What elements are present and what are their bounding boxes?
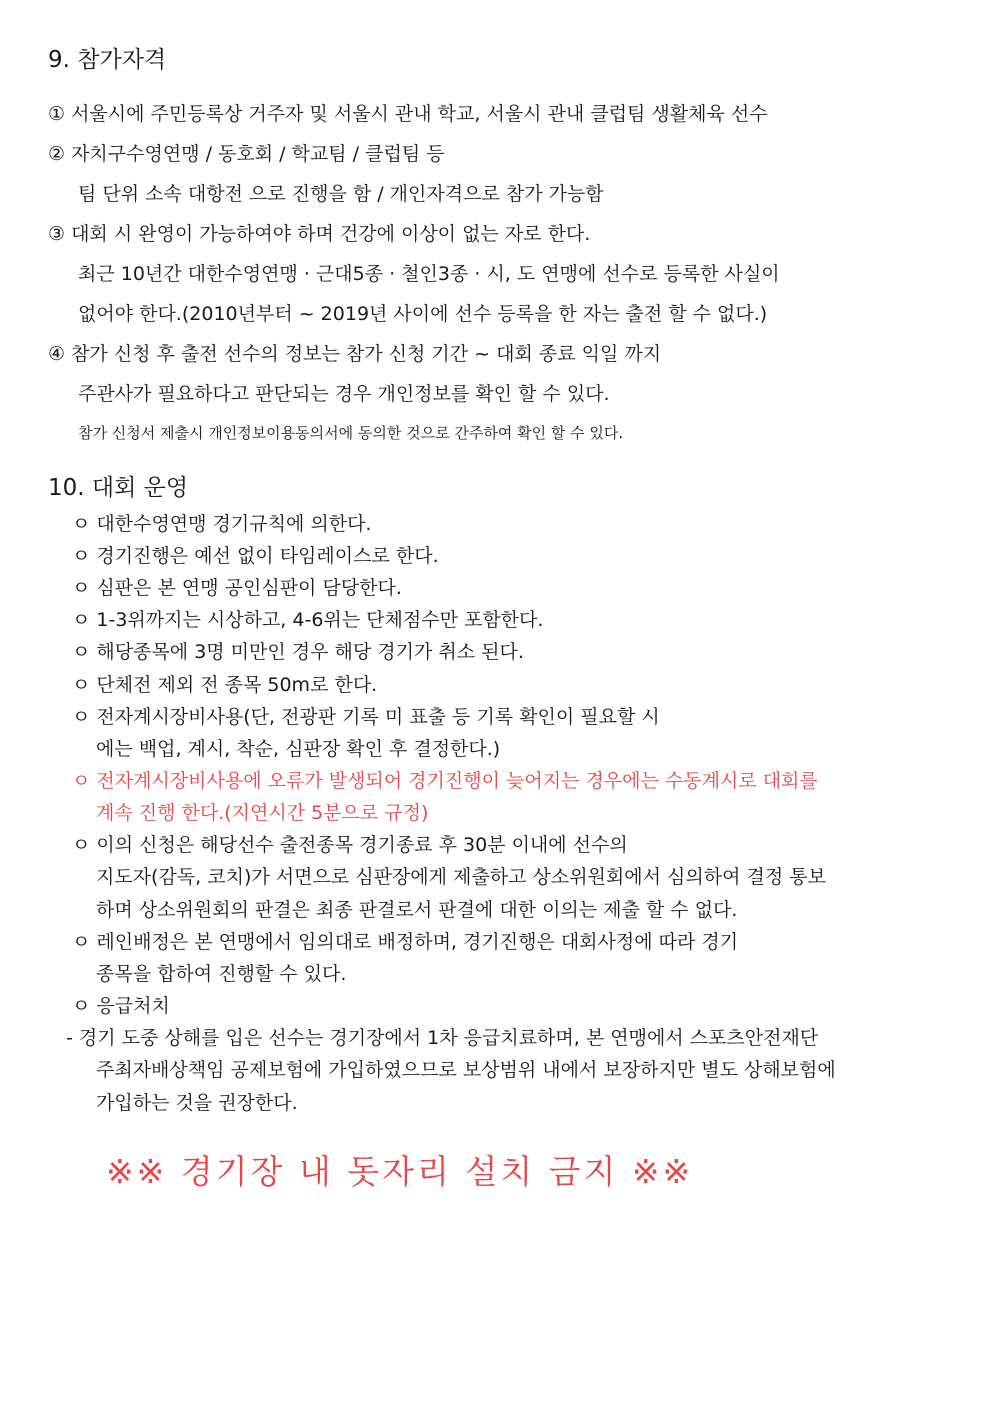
notice-banner: ※※ 경기장 내 돗자리 설치 금지 ※※: [106, 1152, 694, 1191]
section-10-item: ㅇ 경기진행은 예선 없이 타임레이스로 한다.: [72, 545, 439, 567]
section-10-item: ㅇ 레인배정은 본 연맹에서 임의대로 배정하며, 경기진행은 대회사정에 따라 경기: [72, 931, 739, 953]
section-10-item: ㅇ 응급처치: [72, 995, 170, 1017]
section-9-item-1: ① 서울시에 주민등록상 거주자 및 서울시 관내 학교, 서울시 관내 클럽팀 생활체육 선수: [48, 103, 768, 125]
section-10-item-continuation: 하며 상소위원회의 판결은 최종 판결로서 판결에 대한 이의는 제출 할 수 없다.: [96, 899, 738, 921]
section-9-item-3-detail-1: 최근 10년간 대한수영연맹 · 근대5종 · 철인3종 · 시, 도 연맹에 선수로 등록한 사실이: [78, 263, 780, 285]
section-9-item-2: ② 자치구수영연맹 / 동호회 / 학교팀 / 클럽팀 등: [48, 143, 445, 165]
section-10-item: ㅇ 1-3위까지는 시상하고, 4-6위는 단체점수만 포함한다.: [72, 609, 544, 631]
section-9-item-3: ③ 대회 시 완영이 가능하여야 하며 건강에 이상이 없는 자로 한다.: [48, 223, 591, 245]
section-10-item: ㅇ 전자계시장비사용(단, 전광판 기록 미 표출 등 기록 확인이 필요할 시: [72, 706, 660, 728]
section-10-subitem-continuation: 주최자배상책임 공제보험에 가입하였으므로 보상범위 내에서 보장하지만 별도 상해보험에: [96, 1059, 836, 1081]
section-9-title: 9. 참가자격: [48, 47, 167, 73]
section-10-item: ㅇ 해당종목에 3명 미만인 경우 해당 경기가 취소 된다.: [72, 641, 524, 663]
section-10-subitem: - 경기 도중 상해를 입은 선수는 경기장에서 1차 응급치료하며, 본 연맹에서 스포츠안전재단: [66, 1027, 819, 1049]
section-9-item-4: ④ 참가 신청 후 출전 선수의 정보는 참가 신청 기간 ~ 대회 종료 익일 까지: [48, 343, 662, 365]
section-10-subitem-continuation: 가입하는 것을 권장한다.: [96, 1092, 298, 1114]
section-10-item: ㅇ 심판은 본 연맹 공인심판이 담당한다.: [72, 577, 402, 599]
section-9-item-2-detail: 팀 단위 소속 대항전 으로 진행을 함 / 개인자격으로 참가 가능함: [78, 183, 604, 205]
section-10-item-continuation: 지도자(감독, 코치)가 서면으로 심판장에게 제출하고 상소위원회에서 심의하여 결정 통보: [96, 866, 826, 888]
section-10-item-highlight: ㅇ 전자계시장비사용에 오류가 발생되어 경기진행이 늦어지는 경우에는 수동계시로 대회를: [72, 770, 818, 792]
section-9-item-4-detail: 주관사가 필요하다고 판단되는 경우 개인정보를 확인 할 수 있다.: [78, 383, 610, 405]
section-10-item-highlight-continuation: 계속 진행 한다.(지연시간 5분으로 규정): [96, 802, 429, 824]
section-10-title: 10. 대회 운영: [48, 475, 189, 501]
section-10-item-continuation: 에는 백업, 계시, 착순, 심판장 확인 후 결정한다.): [96, 738, 501, 760]
section-9-item-3-detail-2: 없어야 한다.(2010년부터 ~ 2019년 사이에 선수 등록을 한 자는 출전 할 수 없다.): [78, 303, 768, 325]
section-10-item: ㅇ 대한수영연맹 경기규칙에 의한다.: [72, 513, 372, 535]
section-9-item-4-note: 참가 신청서 제출시 개인정보이용동의서에 동의한 것으로 간주하여 확인 할 수 있다.: [78, 424, 624, 442]
section-10-item-continuation: 종목을 합하여 진행할 수 있다.: [96, 963, 347, 985]
section-10-item: ㅇ 단체전 제외 전 종목 50m로 한다.: [72, 674, 378, 696]
section-10-item: ㅇ 이의 신청은 해당선수 출전종목 경기종료 후 30분 이내에 선수의: [72, 834, 628, 856]
